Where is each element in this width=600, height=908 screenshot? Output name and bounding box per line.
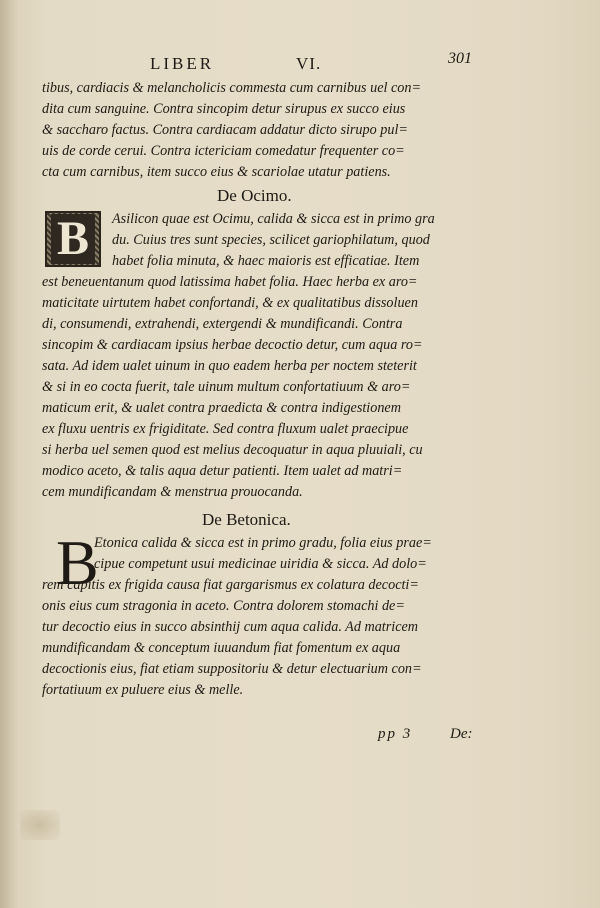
paragraph-ocimo: [42, 209, 572, 503]
text-line: est beneuentanum quod latissima habet folia. Haec herba ex aro=: [42, 274, 418, 290]
page-header: [0, 50, 600, 78]
text-line: ex fluxu uentris ex frigiditate. Sed contra fluxum ualet praecipue: [42, 421, 409, 437]
text-line: Etonica calida & sicca est in primo gradu, folia eius prae=: [94, 535, 432, 551]
section-heading-betonica: De Betonica.: [202, 510, 291, 529]
text-line: & saccharo factus. Contra cardiacam addatur dicto sirupo pul=: [42, 122, 408, 138]
text-line: du. Cuius tres sunt species, scilicet gariophilatum, quod: [112, 232, 430, 248]
text-line: di, consumendi, extrahendi, extergendi & mundificandi. Contra: [42, 316, 403, 332]
running-head: LIBER: [150, 54, 215, 73]
signature-mark: pp 3: [378, 726, 413, 742]
body-text: [42, 78, 572, 701]
section-heading-ocimo: De Ocimo.: [217, 186, 292, 205]
text-line: cem mundificandam & menstrua prouocanda.: [42, 484, 303, 500]
text-line: & si in eo cocta fuerit, tale uinum multum confortatiuum & aro=: [42, 379, 411, 395]
text-line: sata. Ad idem ualet uinum in quo eadem herba per noctem steterit: [42, 358, 417, 374]
text-line: onis eius cum stragonia in aceto. Contra dolorem stomachi de=: [42, 598, 405, 614]
text-line: rem capitis ex frigida causa fiat gargarismus ex colatura decocti=: [42, 577, 419, 593]
gutter-shadow: [0, 0, 18, 908]
text-line: Asilicon quae est Ocimu, calida & sicca est in primo gra: [112, 211, 435, 227]
catchword: De:: [450, 726, 473, 742]
text-line: tibus, cardiacis & melancholicis commesta cum carnibus uel con=: [42, 80, 422, 96]
chapter-number: VI.: [296, 54, 322, 73]
text-line: tur decoctio eius in succo absinthij cum aqua calida. Ad matricem: [42, 619, 419, 635]
paper-stain: [20, 810, 60, 840]
text-line: maticum erit, & ualet contra praedicta & contra indigestionem: [42, 400, 401, 416]
text-line: modico aceto, & talis aqua detur patienti. Item ualet ad matri=: [42, 463, 403, 479]
text-line: uis de corde cerui. Contra ictericiam comedatur frequenter co=: [42, 143, 405, 159]
text-line: cta cum carnibus, item succo eius & scariolae utatur patiens.: [42, 164, 391, 180]
text-line: decoctionis eius, fiat etiam suppositoriu & detur electuarium con=: [42, 661, 422, 677]
folio-number: 301: [448, 50, 472, 67]
text-line: habet folia minuta, & haec maioris est efficatiae. Item: [112, 253, 420, 269]
initial-letter: B: [51, 214, 95, 264]
text-line: sincopim & cardiacam ipsius herbae decoctio detur, cum aqua ro=: [42, 337, 423, 353]
text-line: maticitate uirtutem habet confortandi, & ex qualitatibus dissoluen: [42, 295, 418, 311]
initial-letter: B: [56, 527, 99, 598]
paragraph-betonica: [42, 527, 572, 701]
text-line: fortatiuum ex puluere eius & melle.: [42, 682, 244, 698]
decorated-initial: [45, 211, 101, 267]
text-line: mundificandam & conceptum iuuandum fiat fomentum ex aqua: [42, 640, 401, 656]
text-line: cipue competunt usui medicinae uiridia & sicca. Ad dolo=: [94, 556, 427, 572]
continued-paragraph: [42, 78, 572, 183]
text-line: dita cum sanguine. Contra sincopim detur sirupus ex succo eius: [42, 101, 406, 117]
text-line: si herba uel semen quod est melius decoquatur in aqua pluuiali, cu: [42, 442, 423, 458]
